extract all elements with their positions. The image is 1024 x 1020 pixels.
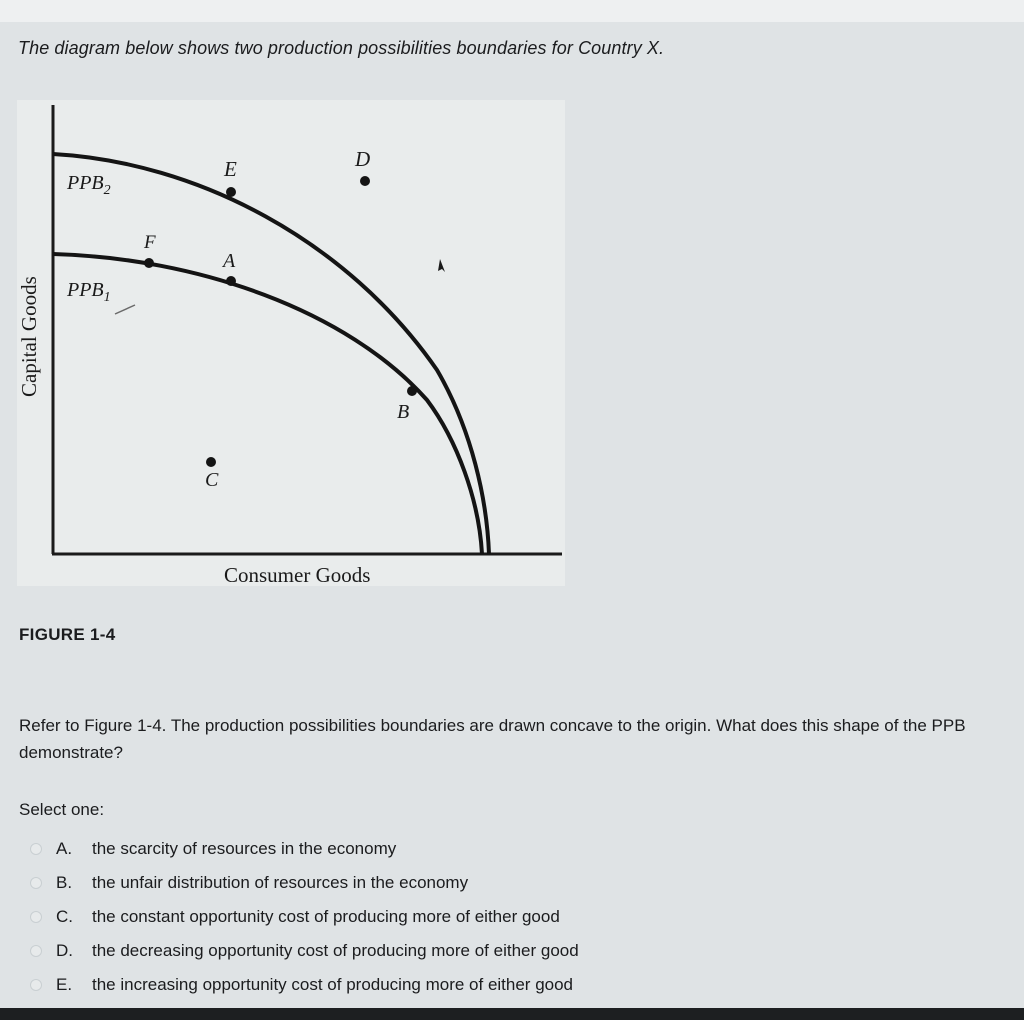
label-c: C xyxy=(205,469,219,491)
option-text: the decreasing opportunity cost of producing more of either good xyxy=(92,941,579,960)
ppb2-curve xyxy=(53,154,489,554)
label-d: D xyxy=(355,147,371,171)
ppb-diagram xyxy=(17,100,565,586)
radio-icon[interactable] xyxy=(30,911,42,923)
intro-text: The diagram below shows two production possibilities boundaries for Country X. xyxy=(18,38,665,58)
ppb2-label: $PPB_2$ xyxy=(67,172,111,198)
option-letter: A. xyxy=(56,839,73,858)
question-text: Refer to Figure 1-4. The production possibilities boundaries are drawn concave to the origin. What does this shape of the PPB demonstrate? xyxy=(19,716,966,762)
label-f: F xyxy=(144,232,156,253)
radio-icon[interactable] xyxy=(30,979,42,991)
ppb1-curve xyxy=(53,254,482,554)
top-bar xyxy=(0,0,1024,22)
point-e xyxy=(226,187,236,197)
point-c xyxy=(206,457,216,467)
label-a: A xyxy=(223,250,236,272)
option-text: the constant opportunity cost of producing more of either good xyxy=(92,907,560,926)
label-b: B xyxy=(397,401,410,423)
label-e: E xyxy=(224,157,237,181)
select-one-prompt: Select one: xyxy=(19,800,105,819)
option-text: the increasing opportunity cost of producing more of either good xyxy=(92,975,574,994)
answer-options xyxy=(30,832,579,1002)
option-letter: D. xyxy=(56,941,73,960)
option-text: the scarcity of resources in the economy xyxy=(92,839,397,858)
point-d xyxy=(360,176,370,186)
option-d[interactable] xyxy=(30,934,579,968)
point-b xyxy=(407,386,417,396)
point-f xyxy=(144,258,154,268)
ppb1-pointer xyxy=(115,305,135,314)
x-axis-label: Consumer Goods xyxy=(224,563,371,586)
option-a[interactable] xyxy=(30,832,579,866)
ppb-figure xyxy=(17,100,565,586)
option-c[interactable] xyxy=(30,900,579,934)
option-letter: C. xyxy=(56,907,73,926)
radio-icon[interactable] xyxy=(30,945,42,957)
y-axis-label: Capital Goods xyxy=(17,276,41,397)
option-b[interactable] xyxy=(30,866,579,900)
radio-icon[interactable] xyxy=(30,877,42,889)
option-text: the unfair distribution of resources in the economy xyxy=(92,873,469,892)
cursor-icon xyxy=(438,259,445,272)
point-a xyxy=(226,276,236,286)
option-letter: E. xyxy=(56,975,73,994)
option-letter: B. xyxy=(56,873,73,892)
option-e[interactable] xyxy=(30,968,579,1002)
radio-icon[interactable] xyxy=(30,843,42,855)
figure-caption: FIGURE 1-4 xyxy=(19,625,116,644)
ppb1-label: $PPB_1$ xyxy=(67,279,111,305)
bottom-bar xyxy=(0,1008,1024,1020)
